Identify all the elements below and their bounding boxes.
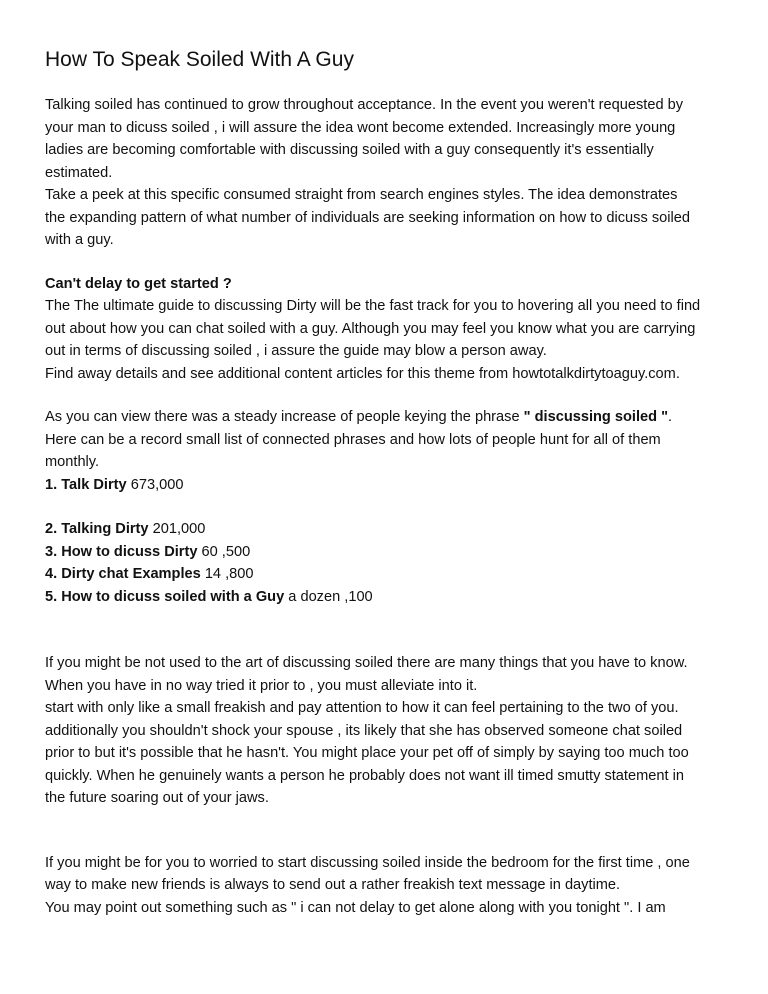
- paragraph-line: with a guy.: [45, 232, 114, 248]
- paragraph-line: If you might be for you to worried to start discussing soiled inside the bedroom for the first time , one: [45, 855, 690, 871]
- paragraph-line: way to make new friends is always to send out a rather freakish text message in daytime.: [45, 877, 621, 893]
- paragraph-line: quickly. When he genuinely wants a person he probably does not want ill timed smutty statement in: [45, 768, 684, 784]
- paragraph-line: ladies are becoming comfortable with discussing soiled with a guy consequently it's essentially: [45, 142, 654, 158]
- keyword-count: a dozen ,100: [288, 589, 373, 605]
- phrase-intro: As you can view there was a steady increase of people keying the phrase: [45, 409, 524, 425]
- keyword-count: 14 ,800: [204, 566, 254, 582]
- keyword-count: 201,000: [152, 521, 206, 537]
- keyword-label: 2. Talking Dirty: [45, 521, 149, 537]
- keyword-count: 673,000: [130, 477, 184, 493]
- paragraph-line: the future soaring out of your jaws.: [45, 790, 269, 806]
- paragraph-line: your man to dicuss soiled , i will assure the idea wont become extended. Increasingly more young: [45, 120, 676, 136]
- page-title: How To Speak Soiled With A Guy: [45, 48, 354, 71]
- paragraph-line: out about how you can chat soiled with a guy. Although you may feel you know what you are carrying: [45, 321, 696, 337]
- keyword-item: [45, 518, 205, 541]
- paragraph-line: prior to but it's possible that he hasn't. You might place your pet off of simply by saying too much too: [45, 745, 689, 761]
- paragraph-line: When you have in no way tried it prior to , you must alleviate into it.: [45, 678, 478, 694]
- paragraph-line: The The ultimate guide to discussing Dirty will be the fast track for you to hovering all you need to find: [45, 298, 701, 314]
- keyword-label: 5. How to dicuss soiled with a Guy: [45, 589, 285, 605]
- search-phrase: " discussing soiled ": [523, 409, 669, 425]
- paragraph-line: Take a peek at this specific consumed straight from search engines styles. The idea demonstrates: [45, 187, 678, 203]
- paragraph-line: Find away details and see additional content articles for this theme from howtotalkdirtytoaguy.com.: [45, 366, 680, 382]
- paragraph-line: start with only like a small freakish and pay attention to how it can feel pertaining to the two of you.: [45, 700, 679, 716]
- keyword-count: 60 ,500: [201, 544, 251, 560]
- section-heading: Can't delay to get started ?: [45, 276, 232, 292]
- paragraph-line: additionally you shouldn't shock your spouse , its likely that she has observed someone chat soiled: [45, 723, 683, 739]
- paragraph-line: the expanding pattern of what number of individuals are seeking information on how to dicuss soiled: [45, 210, 690, 226]
- paragraph-line: out in terms of discussing soiled , i assure the guide may blow a person away.: [45, 343, 547, 359]
- paragraph-line: [45, 406, 672, 429]
- keyword-label: 3. How to dicuss Dirty: [45, 544, 198, 560]
- phrase-period: .: [668, 409, 673, 425]
- paragraph-line: Talking soiled has continued to grow throughout acceptance. In the event you weren't requested by: [45, 97, 684, 113]
- keyword-label: 1. Talk Dirty: [45, 477, 127, 493]
- keyword-item: [45, 563, 254, 586]
- paragraph-line: monthly.: [45, 454, 100, 470]
- paragraph-line: You may point out something such as " i can not delay to get alone along with you tonight ". I am: [45, 900, 666, 916]
- paragraph-line: estimated.: [45, 165, 113, 181]
- keyword-item: [45, 541, 250, 564]
- keyword-item: [45, 586, 373, 609]
- paragraph-line: Here can be a record small list of connected phrases and how lots of people hunt for all of them: [45, 432, 661, 448]
- paragraph-line: If you might be not used to the art of discussing soiled there are many things that you have to know.: [45, 655, 688, 671]
- keyword-item: [45, 474, 183, 497]
- keyword-label: 4. Dirty chat Examples: [45, 566, 201, 582]
